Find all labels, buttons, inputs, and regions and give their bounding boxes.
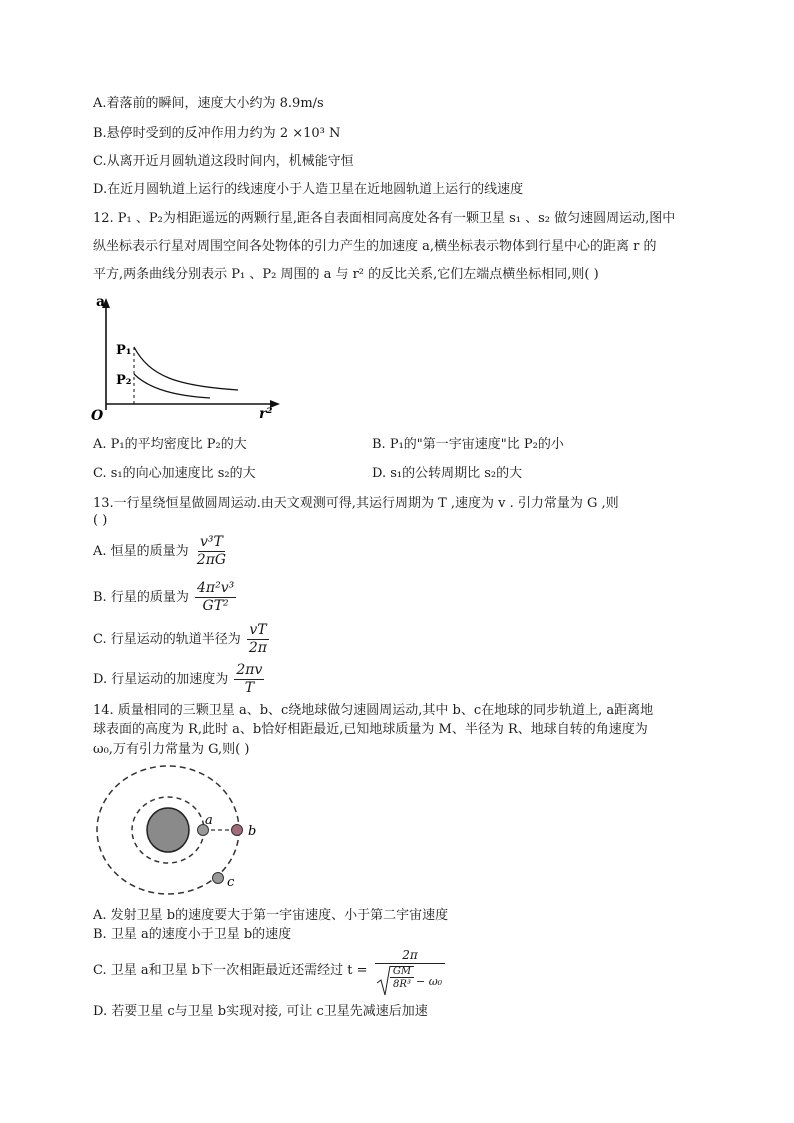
fraction-numerator: 2πv	[236, 662, 263, 678]
q12-option-a: A. P₁的平均密度比 P₂的大	[93, 437, 247, 452]
y-axis-label: a	[96, 294, 106, 310]
q13-stem-line1: 13.一行星绕恒星做圆周运动.由天文观测可得,其运行周期为 T ,速度为 v . 引力常量为 G ,则	[93, 496, 619, 511]
q12-option-c: C. s₁的向心加速度比 s₂的大	[93, 466, 256, 481]
q14-stem-line3: ω₀,万有引力常量为 G,则( )	[93, 742, 250, 757]
q12-option-d: D. s₁的公转周期比 s₂的大	[372, 466, 523, 481]
q14-option-c-text: C. 卫星 a和卫星 b下一次相距最近还需经过 t =	[93, 963, 368, 978]
curve-p1	[134, 347, 238, 390]
q14-orbit-diagram	[95, 762, 275, 897]
x-axis-label: r²	[259, 406, 273, 422]
sqrt-denominator: 8R³	[393, 979, 411, 990]
q13-option-c-text: C. 行星运动的轨道半径为	[93, 632, 241, 647]
q13-option-a-fraction	[195, 534, 228, 569]
q13-option-a-text: A. 恒星的质量为	[93, 544, 189, 559]
satellite-c-label: c	[227, 875, 235, 890]
q14-option-b: B. 卫星 a的速度小于卫星 b的速度	[93, 927, 292, 942]
q12-stem-line1: 12. P₁ 、P₂为相距遥远的两颗行星,距各自表面相同高度处各有一颗卫星 s₁ 、s₂ 做匀速圆周运动,图中	[93, 211, 676, 226]
fraction-denominator: GT²	[202, 598, 229, 614]
q12-stem-line2: 纵坐标表示行星对周围空间各处物体的引力产生的加速度 a,横坐标表示物体到行星中心的距离 r 的	[93, 239, 657, 254]
q12-graph	[88, 292, 288, 422]
curve-p2-label: P₂	[116, 373, 132, 388]
q13-option-d-text: D. 行星运动的加速度为	[93, 672, 229, 687]
q12-stem-line3: 平方,两条曲线分别表示 P₁ 、P₂ 周围的 a 与 r² 的反比关系,它们左端点横坐标相同,则( )	[93, 267, 599, 282]
curve-p1-label: P₁	[116, 343, 132, 358]
origin-label: O	[91, 408, 104, 422]
q11-option-a: A.着落前的瞬间，速度大小约为 8.9m/s	[93, 96, 324, 111]
fraction-numerator: 4π²v³	[196, 580, 235, 596]
q14-stem-line2: 球表面的高度为 R,此时 a、b恰好相距最近,已知地球质量为 M、半径为 R、地球自转的角速度为	[93, 722, 648, 737]
q14-stem-line1: 14. 质量相同的三颗卫星 a、b、c绕地球做匀速圆周运动,其中 b、c在地球的同步轨道上, a距离地	[93, 703, 654, 718]
satellite-c	[213, 873, 224, 884]
satellite-b-label: b	[248, 824, 257, 839]
q13-option-b-text: B. 行星的质量为	[93, 590, 189, 605]
fraction-numerator: v³T	[200, 534, 223, 550]
sqrt-sign-icon	[375, 963, 391, 997]
q14-option-c-minus-omega: − ω₀	[416, 975, 443, 988]
q14-option-c-numerator: 2π	[402, 948, 418, 962]
fraction-denominator: 2πG	[196, 552, 227, 568]
q13-option-c-fraction	[247, 622, 269, 657]
earth	[147, 808, 189, 852]
fraction-numerator: vT	[249, 622, 267, 638]
q12-option-b: B. P₁的"第一宇宙速度"比 P₂的小	[372, 437, 564, 452]
q14-option-d: D. 若要卫星 c与卫星 b实现对接, 可让 c卫星先减速后加速	[93, 1004, 428, 1019]
q13-stem-line2: ( )	[93, 513, 108, 528]
q13-option-a	[93, 534, 228, 569]
sqrt-numerator: GM	[390, 966, 414, 978]
q11-option-c: C.从离开近月圆轨道这段时间内，机械能守恒	[93, 154, 354, 169]
fraction-denominator: T	[244, 680, 255, 696]
satellite-b	[232, 825, 243, 836]
q13-option-b-fraction	[195, 580, 236, 615]
q11-option-d: D.在近月圆轨道上运行的线速度小于人造卫星在近地圆轨道上运行的线速度	[93, 182, 524, 197]
fraction-denominator: 2π	[248, 640, 267, 656]
q13-option-d	[93, 662, 264, 697]
satellite-a-label: a	[205, 813, 213, 828]
q13-option-b	[93, 580, 236, 615]
q14-option-a: A. 发射卫星 b的速度要大于第一宇宙速度、小于第二宇宙速度	[93, 908, 449, 923]
q11-option-b: B.悬停时受到的反冲作用力约为 2 ×10³ N	[93, 126, 341, 141]
q13-option-c	[93, 622, 269, 657]
q13-option-d-fraction	[234, 662, 264, 697]
